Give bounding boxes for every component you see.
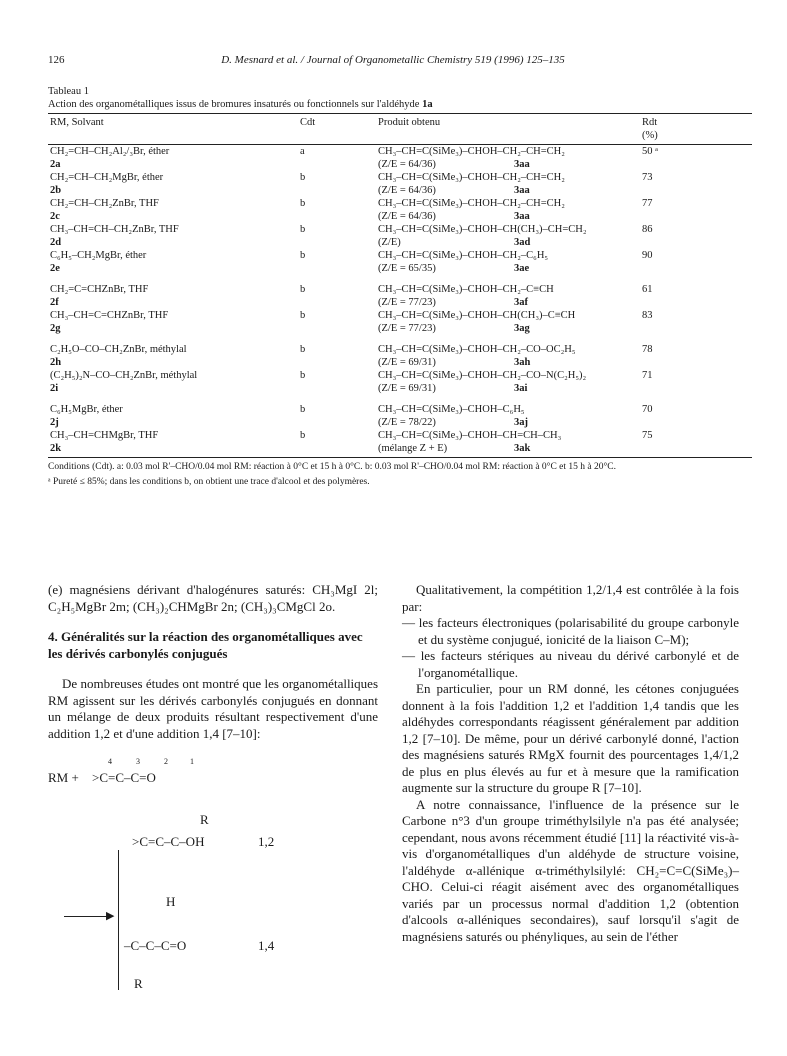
- product-cell: CH₃–CH=C(SiMe₃)–CHOH–CH₂–C₆H₅ (Z/E = 65/35) 3ae: [378, 250, 549, 274]
- product-cell: CH₃–CH=C(SiMe₃)–CHOH–CH₂–C≡CH (Z/E = 77/23) 3af: [378, 284, 554, 308]
- reaction-scheme: [48, 748, 378, 998]
- product-id: 3ad: [514, 237, 531, 248]
- item-e: (e) magnésiens dérivant d'halogénures saturés: CH₃MgI 2l; C₂H₅MgBr 2m; (CH₃)₂CHMgBr 2n; (CH₃)₃CMgCl 2o.: [48, 582, 378, 614]
- rdt-cell: 83: [642, 310, 653, 321]
- paragraph: A notre connaissance, l'influence de la présence sur le Carbone n°3 d'un groupe triméthylsilyle n'a pas été analysée; cependant, nous avons récemment étudié [11] la réactivité vis-à-vis d'organométalliques d'un aldéhyde de structure voisine, l'aldéhyde α-allénique α-triméthylsilylé: CH₂=C=C(SiMe₃)–CHO. Celui-ci réagit aisément avec des organométalliques variés par un processus normal d'addition 1,2 (obtention d'alcools α-alléniques secondaires), sauf lorsqu'il s'agit de magnésiens saturés ou phényliques, au sein de l'éther: [402, 796, 739, 944]
- scheme-enone: >C=C–C=O: [92, 770, 156, 785]
- table-row: [48, 343, 752, 369]
- bullet-item: — les facteurs stériques au niveau du dérivé carbonylé et de l'organométallique.: [402, 648, 739, 680]
- isomer-ratio: (Z/E = 64/36): [378, 159, 436, 170]
- compound-id: 2g: [50, 323, 61, 334]
- col-header-rm: RM, Solvant: [50, 117, 104, 128]
- scheme-number: 2: [164, 757, 168, 766]
- scheme-product-12: >C=C–C–OH: [132, 834, 205, 849]
- scheme-arrow: [64, 916, 110, 917]
- product-cell: CH₃–CH=C(SiMe₃)–CHOH–CH=CH–CH₃ (mélange Z + E) 3ak: [378, 430, 562, 454]
- compound-id: 2a: [50, 159, 61, 170]
- product-cell: CH₃–CH=C(SiMe₃)–CHOH–CH₂–CH=CH₂ (Z/E = 64/36) 3aa: [378, 198, 565, 222]
- isomer-ratio: (Z/E = 64/36): [378, 185, 436, 196]
- compound-id: 2h: [50, 357, 62, 368]
- cdt-cell: b: [300, 198, 306, 209]
- rdt-cell: 50 ᵃ: [642, 146, 658, 157]
- product-id: 3aa: [514, 211, 530, 222]
- arrow-head-icon: ▶: [106, 910, 115, 922]
- footnote-a: ᵃ Pureté ≤ 85%; dans les conditions b, on obtient une trace d'alcool et des polymères.: [48, 477, 370, 487]
- product-cell: CH₃–CH=C(SiMe₃)–CHOH–CH(CH₃)–CH=CH₂ (Z/E) 3ad: [378, 224, 587, 248]
- compound-id: 2i: [50, 383, 59, 394]
- rm-cell: (C₂H₅)₂N–CO–CH₂ZnBr, méthylal 2i: [50, 370, 198, 394]
- product-id: 3ai: [514, 383, 528, 394]
- rm-cell: C₂H₅O–CO–CH₂ZnBr, méthylal 2h: [50, 344, 187, 368]
- section-title: 4. Généralités sur la réaction des organométalliques avec les dérivés carbonylés conjugués: [48, 629, 363, 661]
- page-number: 126: [48, 54, 65, 66]
- scheme-product-14: –C–C–C=O: [124, 938, 187, 953]
- compound-id: 2e: [50, 263, 60, 274]
- cdt-cell: b: [300, 284, 306, 295]
- table-row: [48, 249, 752, 275]
- compound-id: 2c: [50, 211, 60, 222]
- scheme-r: R: [200, 812, 209, 827]
- isomer-ratio: (Z/E = 69/31): [378, 383, 436, 394]
- table-row: [48, 171, 752, 197]
- cdt-cell: b: [300, 250, 306, 261]
- cdt-cell: b: [300, 224, 306, 235]
- rm-cell: CH₃–CH=C=CHZnBr, THF 2g: [50, 310, 169, 334]
- table-row: [48, 283, 752, 309]
- data-table: [48, 113, 752, 488]
- table-row: [48, 403, 752, 429]
- table-header: [48, 116, 752, 144]
- table-row: [48, 145, 752, 171]
- table-title: Action des organométalliques issus de bromures insaturés ou fonctionnels sur l'aldéhyde 1a: [48, 99, 433, 110]
- isomer-ratio: (Z/E = 77/23): [378, 323, 436, 334]
- scheme-r: R: [134, 976, 143, 991]
- product-id: 3ag: [514, 323, 530, 334]
- rdt-cell: 78: [642, 344, 653, 355]
- compound-id: 2f: [50, 297, 59, 308]
- scheme-brace: [118, 850, 119, 990]
- table-body: [48, 145, 752, 455]
- paragraph: Qualitativement, la compétition 1,2/1,4 est contrôlée à la fois par:: [402, 582, 739, 614]
- table-row: [48, 223, 752, 249]
- rm-cell: CH₂=CH–CH₂ZnBr, THF 2c: [50, 198, 159, 222]
- rm-cell: CH₃–CH=CHMgBr, THF 2k: [50, 430, 159, 454]
- product-cell: CH₃–CH=C(SiMe₃)–CHOH–CH₂–CH=CH₂ (Z/E = 64/36) 3aa: [378, 146, 565, 170]
- compound-id: 2d: [50, 237, 62, 248]
- product-id: 3aa: [514, 185, 530, 196]
- rm-cell: CH₂=C=CHZnBr, THF 2f: [50, 284, 149, 308]
- compound-id: 2k: [50, 443, 62, 454]
- bullet-item: — les facteurs électroniques (polarisabilité du groupe carbonyle et du système conjugué, ionicité de la liaison C–M);: [402, 615, 739, 647]
- cdt-cell: a: [300, 146, 305, 157]
- paragraph: De nombreuses études ont montré que les organométalliques RM agissent sur les dérivés carbonylés conjugués en donnant un mélange de deux produits résultant respectivement d'une addition 1,2 et d'une addition 1,4 [7–10]:: [48, 676, 378, 741]
- paragraph: En particulier, pour un RM donné, les cétones conjuguées donnent à la fois l'addition 1,2 et l'addition 1,4 tandis que les aldéhydes correspondants réagissent généralement par addition 1,2 [7–10]. De même, pour un dérivé carbonylé donné, l'action des magnésiens saturés RMgX fournit des pourcentages 1,4/1,2 de plus en plus élevés au fur et à mesure que la ramification augmente sur la structure du groupe R [7–10].: [402, 681, 739, 795]
- product-id: 3aa: [514, 159, 530, 170]
- scheme-number: 1: [190, 757, 194, 766]
- right-column: [402, 582, 739, 945]
- isomer-ratio: (Z/E = 64/36): [378, 211, 436, 222]
- product-id: 3ah: [514, 357, 531, 368]
- table-row: [48, 429, 752, 455]
- table-row: [48, 197, 752, 223]
- rm-cell: C₆H₅–CH₂MgBr, éther 2e: [50, 250, 147, 274]
- footnote-conditions: Conditions (Cdt). a: 0.03 mol R'–CHO/0.04 mol RM: réaction à 0°C et 15 h à 0°C. b: 0.03 mol R'–CHO/0.04 mol RM: réaction à 0°C et 15 h à 20°C.: [48, 462, 617, 472]
- isomer-ratio: (Z/E = 69/31): [378, 357, 436, 368]
- cdt-cell: b: [300, 430, 306, 441]
- rdt-cell: 73: [642, 172, 653, 183]
- col-header-rdt: Rdt (%): [642, 117, 658, 141]
- scheme-reactant: RM +: [48, 770, 79, 785]
- rdt-cell: 70: [642, 404, 653, 415]
- product-cell: CH₃–CH=C(SiMe₃)–CHOH–CH(CH₃)–C≡CH (Z/E = 77/23) 3ag: [378, 310, 576, 334]
- rm-cell: C₆H₅MgBr, éther 2j: [50, 404, 123, 428]
- scheme-label-14: 1,4: [258, 938, 275, 953]
- cdt-cell: b: [300, 404, 306, 415]
- page-header: [48, 54, 738, 70]
- journal-citation: D. Mesnard et al. / Journal of Organometallic Chemistry 519 (1996) 125–135: [221, 54, 565, 66]
- table-row: [48, 309, 752, 335]
- rm-cell: CH₂=CH–CH₂MgBr, éther 2b: [50, 172, 164, 196]
- rm-cell: CH₂=CH–CH₂Al₂/₃Br, éther 2a: [50, 146, 170, 170]
- rm-cell: CH₃–CH=CH–CH₂ZnBr, THF 2d: [50, 224, 179, 248]
- table-row: [48, 369, 752, 395]
- rdt-cell: 77: [642, 198, 653, 209]
- rdt-cell: 86: [642, 224, 653, 235]
- scheme-label-12: 1,2: [258, 834, 275, 849]
- compound-id: 2j: [50, 417, 59, 428]
- product-id: 3ae: [514, 263, 530, 274]
- product-id: 3aj: [514, 417, 528, 428]
- scheme-number: 4: [108, 757, 112, 766]
- product-cell: CH₃–CH=C(SiMe₃)–CHOH–CH₂–CO–N(C₂H₅)₂ (Z/E = 69/31) 3ai: [378, 370, 587, 394]
- col-header-cdt: Cdt: [300, 117, 316, 128]
- rdt-cell: 71: [642, 370, 653, 381]
- product-id: 3af: [514, 297, 528, 308]
- isomer-ratio: (mélange Z + E): [378, 443, 448, 454]
- cdt-cell: b: [300, 370, 306, 381]
- col-header-product: Produit obtenu: [378, 117, 441, 128]
- cdt-cell: b: [300, 344, 306, 355]
- rdt-cell: 90: [642, 250, 653, 261]
- table-caption: [48, 85, 748, 111]
- isomer-ratio: (Z/E = 77/23): [378, 297, 436, 308]
- scheme-number: 3: [136, 757, 140, 766]
- cdt-cell: b: [300, 172, 306, 183]
- isomer-ratio: (Z/E): [378, 237, 401, 248]
- rdt-cell: 75: [642, 430, 653, 441]
- product-cell: CH₃–CH=C(SiMe₃)–CHOH–CH₂–CH=CH₂ (Z/E = 64/36) 3aa: [378, 172, 565, 196]
- cdt-cell: b: [300, 310, 306, 321]
- isomer-ratio: (Z/E = 65/35): [378, 263, 436, 274]
- table-label: Tableau 1: [48, 86, 89, 97]
- product-cell: CH₃–CH=C(SiMe₃)–CHOH–CH₂–CO–OC₂H₅ (Z/E = 69/31) 3ah: [378, 344, 576, 368]
- scheme-h: H: [166, 894, 176, 909]
- rdt-cell: 61: [642, 284, 653, 295]
- product-cell: CH₃–CH=C(SiMe₃)–CHOH–C₆H₅ (Z/E = 78/22) 3aj: [378, 404, 528, 428]
- compound-id: 2b: [50, 185, 62, 196]
- product-id: 3ak: [514, 443, 531, 454]
- isomer-ratio: (Z/E = 78/22): [378, 417, 436, 428]
- left-column: [48, 582, 378, 998]
